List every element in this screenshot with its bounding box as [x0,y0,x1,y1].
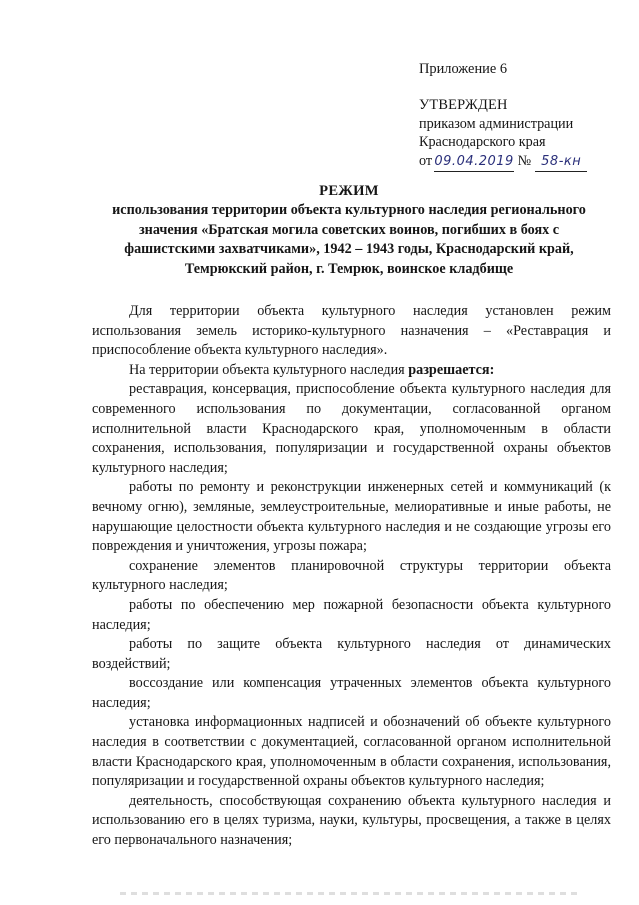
permitted-prefix: На территории объекта культурного наследия [129,361,409,378]
date-prefix: от [419,152,433,169]
list-item-fire-safety: работы по обеспечению мер пожарной безопасности объекта культурного наследия; [92,596,611,633]
order-date-number [419,152,587,173]
handwritten-date: 09.04.2019 [434,153,514,173]
scan-artifact-line [120,892,580,895]
annex-label: Приложение 6 [419,61,508,77]
handwritten-number: 58-кн [535,153,587,173]
list-item-signage: установка информационных надписей и обозначений об объекте культурного наследия в соответствии с документацией, согласованной органом исполнительной власти Краснодарского края, уполномоченным в области сохранения, использования, популяризации и государственной охраны объектов культурного наследия; [92,714,611,790]
list-item-recreation: воссоздание или компенсация утраченных элементов объекта культурного наследия; [92,675,611,711]
order-line-2: Краснодарского края [419,134,546,150]
list-item-protection: работы по защите объекта культурного наследия от динамических воздействий; [92,636,611,672]
title-line-2: значения «Братская могила советских воинов, погибших в боях с [138,221,560,238]
intro-paragraph: Для территории объекта культурного наследия установлен режим использования земель историко-культурного назначения – «Реставрация и приспособление объекта культурного наследия». [92,303,611,359]
permitted-heading [92,361,611,381]
title-line-1: использования территории объекта культурного наследия регионального [112,202,586,219]
permitted-keyword: разрешается: [408,361,495,378]
document-body [92,302,611,851]
document-title [88,182,610,279]
list-item-activity: деятельность, способствующая сохранению объекта культурного наследия и использованию его в целях туризма, науки, культуры, просвещения, а также в целях его первоначального назначения; [92,792,611,849]
order-line-1: приказом администрации [419,115,574,132]
approved-stamp: УТВЕРЖДЕН [419,97,508,113]
approval-block [419,96,587,172]
number-prefix: № [517,152,532,169]
title-line-4: Темрюкский район, г. Темрюк, воинское кладбище [184,260,514,277]
list-item-engineering: работы по ремонту и реконструкции инженерных сетей и коммуникаций (к вечному огню), земляные, землеустроительные, мелиоративные и иные работы, не нарушающие целостности объекта культурного наследия и не создающие угрозы его повреждения и уничтожения, угрозы пожара; [92,479,611,555]
title-line-3: фашистскими захватчиками», 1942 – 1943 годы, Краснодарский край, [124,241,574,258]
list-item-planning: сохранение элементов планировочной структуры территории объекта культурного наследия; [92,557,611,594]
list-item-restoration: реставрация, консервация, приспособление объекта культурного наследия для современного использования по документации, согласованной органом исполнительной власти Краснодарского края, уполномоченным в области сохранения, использования, популяризации и государственной охраны объектов культурного наследия; [92,381,611,476]
title-main: РЕЖИМ [319,183,379,199]
